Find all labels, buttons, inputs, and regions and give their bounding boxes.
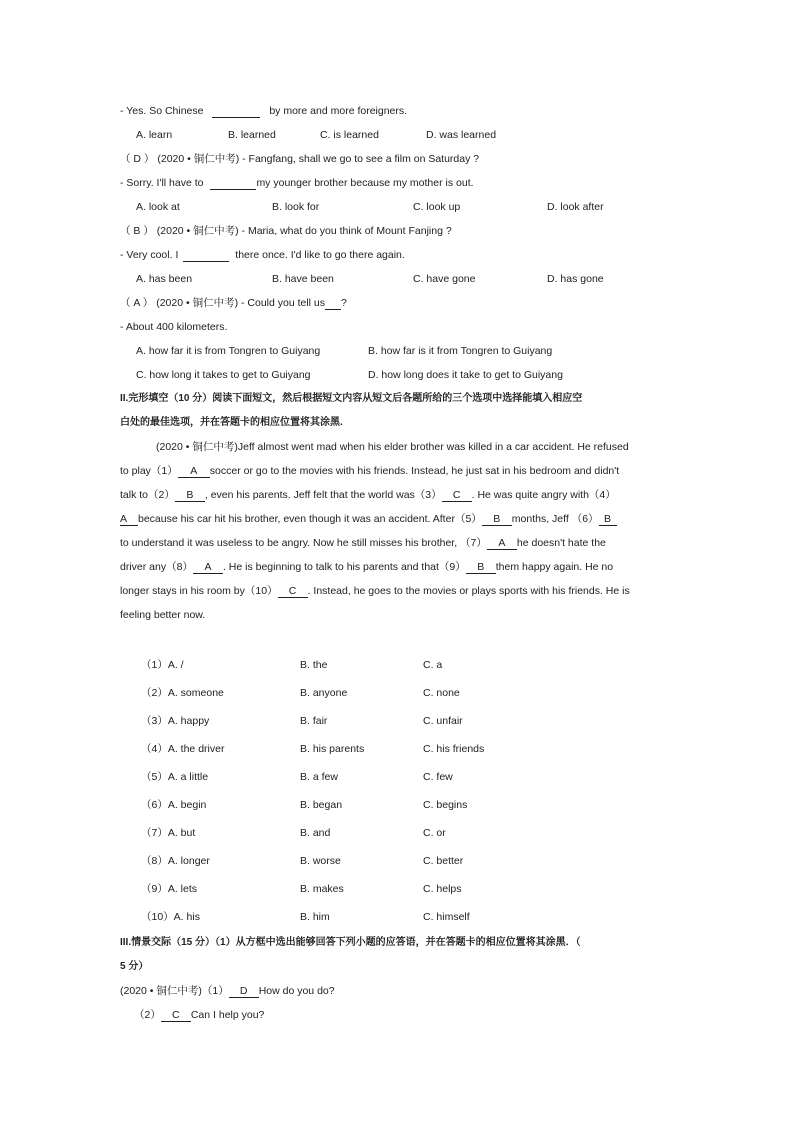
section-heading: III.情景交际（15 分）（1）从方框中选出能够回答下列小题的应答语，并在答题卡的相应位置将其涂黑．（ xyxy=(120,937,581,948)
option-c: C. few xyxy=(423,771,453,783)
option-a: （6）A. begin xyxy=(141,799,207,811)
cloze-blank: B xyxy=(466,561,496,574)
option-c: C. helps xyxy=(423,883,462,895)
option-c: C. have gone xyxy=(413,273,476,285)
answer-blank: D xyxy=(229,985,259,998)
option-c: C. better xyxy=(423,855,464,867)
option-c: C. how long it takes to get to Guiyang xyxy=(136,369,311,381)
question-answer-line: - Sorry. I'll have to my younger brother because my mother is out. xyxy=(120,177,474,189)
option-a: （4）A. the driver xyxy=(141,743,225,755)
cloze-blank: C xyxy=(278,585,308,598)
passage-line: A because his car hit his brother, even though it was an accident. After（5） B months, Jeff （6） B xyxy=(120,512,675,526)
question-answer-line: - Yes. So Chinese by more and more foreigners. xyxy=(120,105,408,117)
option-d: D. look after xyxy=(547,201,604,213)
cloze-blank: A xyxy=(178,465,210,478)
passage-line: driver any（8） A . He is beginning to talk to his parents and that（9） B them happy again. He no xyxy=(120,561,614,573)
question-stem: （ D ） (2020 • 铜仁中考) - Fangfang, shall we go to see a film on Saturday ? xyxy=(120,153,480,165)
option-b: B. makes xyxy=(300,883,344,895)
cloze-blank: B xyxy=(599,513,617,526)
section-heading: II.完形填空（10 分）阅读下面短文，然后根据短文内容从短文后各题所给的三个选项中选择能填入相应空 xyxy=(120,393,583,404)
dialogue-item: （2） C Can I help you? xyxy=(134,1009,265,1021)
option-b: B. have been xyxy=(272,273,334,285)
option-b: B. began xyxy=(300,799,343,811)
option-a: A. look at xyxy=(136,201,180,213)
cloze-blank: B xyxy=(175,489,205,502)
option-d: D. was learned xyxy=(426,129,497,141)
passage-line: longer stays in his room by（10） C . Instead, he goes to the movies or plays sports with his friends. He is xyxy=(120,585,630,597)
cloze-blank: C xyxy=(442,489,472,502)
option-b: B. look for xyxy=(272,201,320,213)
option-c: C. look up xyxy=(413,201,461,213)
option-a: （5）A. a little xyxy=(141,771,209,783)
option-a: （8）A. longer xyxy=(141,855,210,867)
option-a: （10）A. his xyxy=(141,911,200,923)
option-b: B. a few xyxy=(300,771,338,783)
answer-blank: C xyxy=(161,1009,191,1022)
answer-blank xyxy=(210,177,256,190)
section-heading-cont: 5 分） xyxy=(120,961,149,972)
option-b: B. and xyxy=(300,827,331,839)
option-a: A. has been xyxy=(136,273,193,285)
passage-line: to play（1） A soccer or go to the movies with his friends. Instead, he just sat in his bedroom and didn't xyxy=(120,465,620,477)
answer-blank xyxy=(325,297,341,310)
option-c: C. a xyxy=(423,659,443,671)
option-b: B. fair xyxy=(300,715,328,727)
option-c: C. begins xyxy=(423,799,468,811)
passage-line: feeling better now. xyxy=(120,609,206,621)
option-a: （1）A. / xyxy=(141,659,184,671)
cloze-blank: A xyxy=(193,561,223,574)
option-a: （7）A. but xyxy=(141,827,196,839)
answer-letter: A xyxy=(133,297,140,309)
question-answer-line: - Very cool. I there once. I'd like to go there again. xyxy=(120,249,405,261)
answer-letter: B xyxy=(133,225,141,237)
question-answer-line: - About 400 kilometers. xyxy=(120,321,228,333)
answer-blank xyxy=(183,249,229,262)
option-a: A. learn xyxy=(136,129,173,141)
option-b: B. anyone xyxy=(300,687,348,699)
cloze-blank: A xyxy=(120,513,138,526)
cloze-blank: A xyxy=(487,537,517,550)
option-b: B. his parents xyxy=(300,743,365,755)
option-c: C. his friends xyxy=(423,743,485,755)
option-b: B. how far is it from Tongren to Guiyang xyxy=(368,345,553,357)
question-stem: （ A ） (2020 • 铜仁中考) - Could you tell us ? xyxy=(120,297,347,309)
passage-line: (2020 • 铜仁中考)Jeff almost went mad when his elder brother was killed in a car accident. He refused xyxy=(156,441,629,453)
option-c: C. or xyxy=(423,827,446,839)
answer-blank xyxy=(212,105,260,118)
option-a: A. how far it is from Tongren to Guiyang xyxy=(136,345,321,357)
option-b: B. learned xyxy=(228,129,276,141)
option-c: C. none xyxy=(423,687,460,699)
option-b: B. the xyxy=(300,659,328,671)
option-c: C. is learned xyxy=(320,129,379,141)
option-c: C. unfair xyxy=(423,715,463,727)
option-b: B. him xyxy=(300,911,330,923)
section-heading-cont: 白处的最佳选项，并在答题卡的相应位置将其涂黑. xyxy=(120,417,343,428)
passage-line: talk to（2） B , even his parents. Jeff felt that the world was（3） C . He was quite angry with（4） xyxy=(120,489,616,501)
option-d: D. has gone xyxy=(547,273,604,285)
option-b: B. worse xyxy=(300,855,341,867)
option-a: （9）A. lets xyxy=(141,883,198,895)
option-a: （2）A. someone xyxy=(141,687,224,699)
option-c: C. himself xyxy=(423,911,470,923)
question-stem: （ B ） (2020 • 铜仁中考) - Maria, what do you think of Mount Fanjing ? xyxy=(120,225,452,237)
passage-line: to understand it was useless to be angry. Now he still misses his brother, （7） A he doesn't hate the xyxy=(120,537,606,549)
dialogue-item: (2020 • 铜仁中考)（1） D How do you do? xyxy=(120,985,335,997)
answer-letter: D xyxy=(133,153,142,165)
option-d: D. how long does it take to get to Guiyang xyxy=(368,369,563,381)
cloze-blank: B xyxy=(482,513,512,526)
option-a: （3）A. happy xyxy=(141,715,210,727)
